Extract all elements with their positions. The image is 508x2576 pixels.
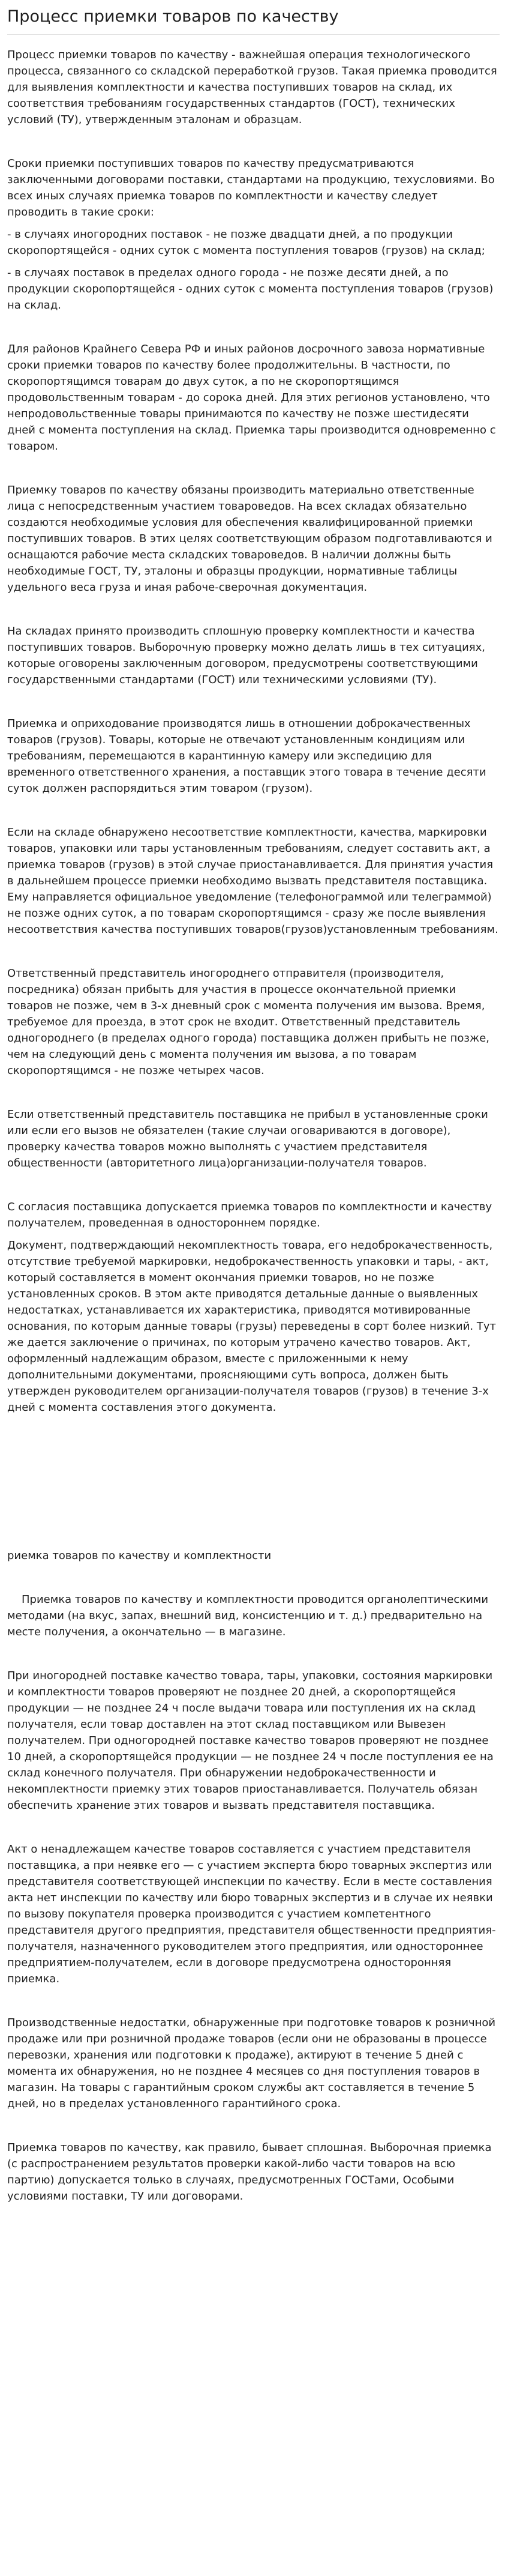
paragraph: Приемка товаров по качеству и комплектности проводится органолептическими методами (на вкус, запах, внешний вид, консистенцию и т. д.) предварительно на месте получения, а окончательно — в магазине. (7, 1593, 489, 1639)
paragraph: Приемку товаров по качеству обязаны производить материально ответственные лица с непосредственным участием товароведов. На всех складах обязательно создаются необходимые условия для обеспечения квалифицированной приемки поступивших товаров. В этих целях соответствующим образом подготавливаются и оснащаются рабочие места складских товароведов. В наличии должны быть необходимые ГОСТ, ТУ, эталоны и образцы продукции, нормативные таблицы удельного веса груза и иная рабоче-сверочная документация. (7, 484, 492, 594)
paragraph: Документ, подтверждающий некомплектность товара, его недоброкачественность, отсутствие требуемой маркировки, недоброкачественность упаковки и тары, - акт, который составляется в момент окончания приемки товаров, но не позже установленных сроков. В этом акте приводятся детальные данные о выявленных недостатках, устанавливается их характеристика, приводятся мотивированные основания, по которым данные товары (грузы) переведены в сорт более низкий. Тут же дается заключение о причинах, по которым утрачено качество товаров. Акт, оформленный надлежащим образом, вместе с приложенными к нему дополнительными документами, проясняющими суть вопроса, должен быть утвержден руководителем организации-получателя товаров (грузов) в течение 3-х дней с момента составления этого документа. (7, 1239, 496, 1414)
paragraph: Если ответственный представитель поставщика не прибыл в установленные сроки или если его вызов не обязателен (такие случаи оговариваются в договоре), проверку качества товаров можно выполнять с участием представителя общественности (авторитетного лица)организации-получателя товаров. (7, 1108, 488, 1170)
paragraph: - в случаях иногородних поставок - не позже двадцати дней, а по продукции скоропортящейся - одних суток с момента поступления товаров (грузов) на склад; (7, 228, 485, 258)
paragraph: - в случаях поставок в пределах одного города - не позже десяти дней, а по продукции скоропортящейся - одних суток с момента поступления товаров (грузов) на склад. (7, 267, 494, 312)
paragraph: Акт о ненадлежащем качестве товаров составляется с участием представителя поставщика, а при неявке его — с участием эксперта бюро товарных экспертиз или представителя соответствующей инспекции по качеству. Если в месте составления акта нет инспекции по качеству или бюро товарных экспертиз и в случае их неявки по вызову покупателя проверка производится с участием компетентного представителя другого предприятия, представителя общественности предприятия-получателя, назначенного руководителем этого предприятия, или одностороннее предприятием-получателем, если в договоре предусмотрена односторонняя приемка. (7, 1843, 496, 1986)
paragraph: На складах принято производить сплошную проверку комплектности и качества поступивших товаров. Выборочную проверку можно делать лишь в тех ситуациях, которые оговорены заключенным договором, предусмотрены соответствующими государственными стандартами (ГОСТ) или техническими условиями (ТУ). (7, 625, 486, 687)
paragraph: При иногородней поставке качество товара, тары, упаковки, состояния маркировки и комплектности товаров проверяют не позднее 20 дней, а скоропортящейся продукции — не позднее 24 ч после выдачи товара или поступления их на склад получателя, если товар доставлен на этот склад поставщиком или Вывезен получателем. При одногородней поставке качество товаров проверяют не позднее 10 дней, а скоропортящейся продукции — не позднее 24 ч после поступления ее на склад конечного получателя. При обнаружении недоброкачественности и некомплектности приемку этих товаров приостанавливается. Получатель обязан обеспечить хранение этих товаров и вызвать представителя поставщика. (7, 1670, 494, 1812)
paragraph: Приемка товаров по качеству, как правило, бывает сплошная. Выборочная приемка (с распространением результатов проверки какой-либо части товаров на всю партию) допускается только в случаях, предусмотренных ГОСТами, Особыми условиями поставки, ТУ или договорами. (7, 2141, 492, 2203)
paragraph: Ответственный представитель иногороднего отправителя (производителя, посредника) обязан прибыть для участия в процессе окончательной приемки товаров не позже, чем в 3-х дневный срок с момента получения им вызова. Время, требуемое для проезда, в этот срок не входит. Ответственный представитель одногороднего (в пределах одного города) поставщика должен прибыть не позже, чем на следующий день с момента получения им вызова, а по товарам скоропортящимся - не позже четырех часов. (7, 967, 490, 1078)
section-heading: риемка товаров по качеству и комплектности (7, 1549, 272, 1563)
paragraph: С согласия поставщика допускается приемка товаров по комплектности и качеству получателем, проведенная в одностороннем порядке. (7, 1201, 492, 1230)
paragraph: Сроки приемки поступивших товаров по качеству предусматриваются заключенными договорами поставки, стандартами на продукцию, техусловиями. Во всех иных случаях приемка товаров по комплектности и качеству следует проводить в такие сроки: (7, 157, 495, 219)
paragraph: Производственные недостатки, обнаруженные при подготовке товаров к розничной продаже или при розничной продаже товаров (если они не образованы в процессе перевозки, хранения или подготовки к продаже), актируют в течение 5 дней с момента их обнаружения, но не позднее 4 месяцев со дня поступления товаров в магазин. На товары с гарантийным сроком службы акт составляется в течение 5 дней, но в пределах установленного гарантийного срока. (7, 2016, 496, 2111)
page-title: Процесс приемки товаров по качеству (7, 6, 500, 35)
paragraph: Приемка и оприходование производятся лишь в отношении доброкачественных товаров (грузов). Товары, которые не отвечают установленным кондициям или требованиям, перемещаются в карантинную камеру или экспедицию для временного ответственного хранения, а поставщик этого товара в течение десяти суток должен распорядиться этим товаром (грузом). (7, 717, 486, 795)
article-body (7, 47, 500, 2204)
paragraph: Если на складе обнаружено несоответствие комплектности, качества, маркировки товаров, упаковки или тары установленным требованиям, следует составить акт, а приемка товаров (грузов) в этой случае приостанавливается. Для принятия участия в дальнейшем процессе приемки необходимо вызвать представителя поставщика. Ему направляется официальное уведомление (телефонограммой или телеграммой) не позже одних суток, а по товарам скоропортящимся - сразу же после выявления несоответствия качества поступивших товаров(грузов)установленным требованиям. (7, 826, 498, 937)
paragraph: Для районов Крайнего Севера РФ и иных районов досрочного завоза нормативные сроки приемки товаров по качеству более продолжительны. В частности, по скоропортящимся товарам до двух суток, а по не скоропортящимся продовольственным товарам - до сорока дней. Для этих регионов установлено, что непродовольственные товары принимаются по качеству не позже шестидесяти дней с момента поступления на склад. Приемка тары производится одновременно с товаром. (7, 343, 496, 453)
paragraph: Процесс приемки товаров по качеству - важнейшая операция технологического процесса, связанного со складской переработкой грузов. Такая приемка проводится для выявления комплектности и качества поступивших товаров на склад, их соответствия требованиям государственных стандартов (ГОСТ), технических условий (ТУ), утвержденным эталонам и образцам. (7, 49, 497, 127)
